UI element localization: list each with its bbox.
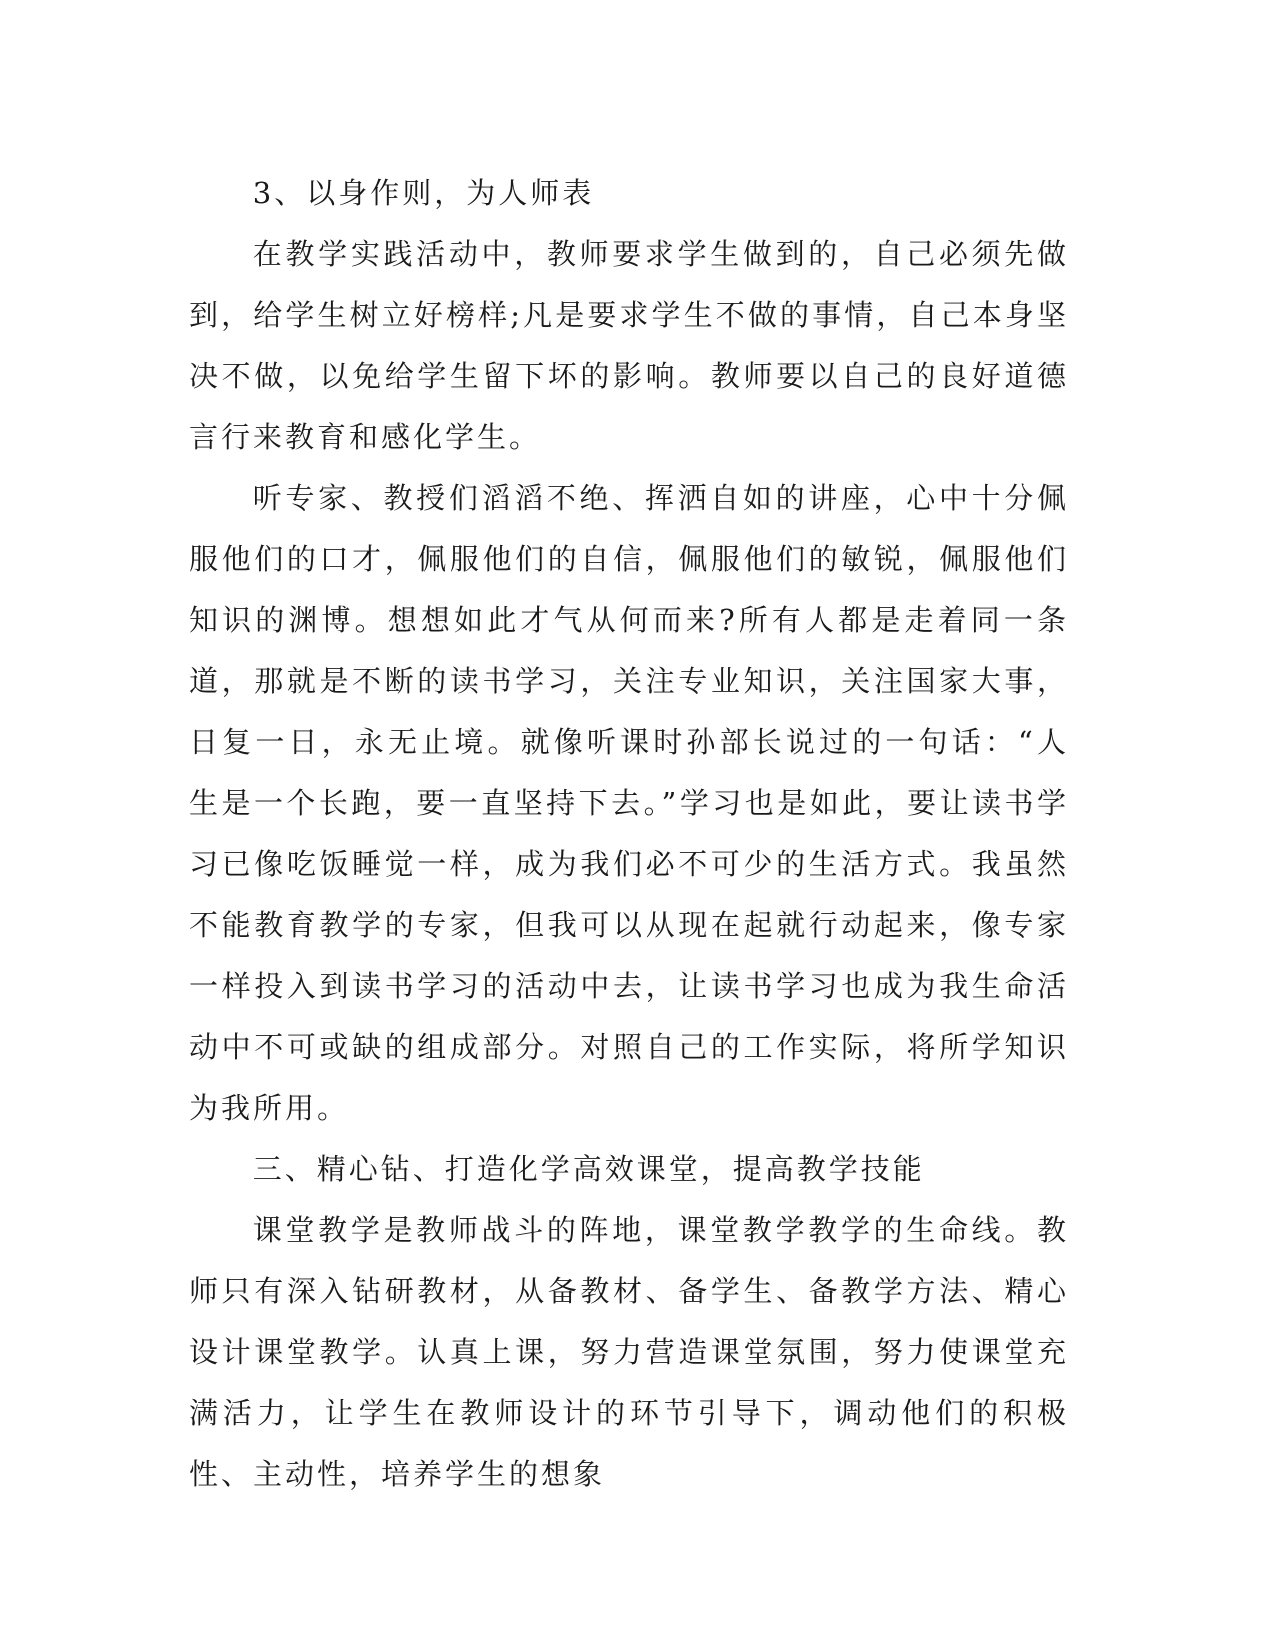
section-heading-lead-by-example: 3、以身作则，为人师表	[252, 176, 595, 210]
paragraph-classroom-teaching: 课堂教学是教师战斗的阵地，课堂教学教学的生命线。教师只有深入钻研教材，从备教材、备学生、备教学方法、精心设计课堂教学。认真上课，努力营造课堂氛围，努力使课堂充满活力，让学生在教师设计的环节引导下，调动他们的积极性、主动性，培养学生的想象	[189, 1213, 1069, 1491]
document-body	[189, 163, 1069, 1505]
paragraph-teacher-example: 在教学实践活动中，教师要求学生做到的，自己必须先做到，给学生树立好榜样;凡是要求学生不做的事情，自己本身坚决不做，以免给学生留下坏的影响。教师要以自己的良好道德言行来教育和感化学生。	[189, 237, 1069, 454]
section-heading-efficient-classroom: 三、精心钻、打造化学高效课堂，提高教学技能	[252, 1152, 925, 1186]
paragraph-expert-lectures: 听专家、教授们滔滔不绝、挥洒自如的讲座，心中十分佩服他们的口才，佩服他们的自信，佩服他们的敏锐，佩服他们知识的渊博。想想如此才气从何而来?所有人都是走着同一条道，那就是不断的读书学习，关注专业知识，关注国家大事，日复一日，永无止境。就像听课时孙部长说过的一句话：“人生是一个长跑，要一直坚持下去。”学习也是如此，要让读书学习已像吃饭睡觉一样，成为我们必不可少的生活方式。我虽然不能教育教学的专家，但我可以从现在起就行动起来，像专家一样投入到读书学习的活动中去，让读书学习也成为我生命活动中不可或缺的组成部分。对照自己的工作实际，将所学知识为我所用。	[189, 481, 1069, 1125]
